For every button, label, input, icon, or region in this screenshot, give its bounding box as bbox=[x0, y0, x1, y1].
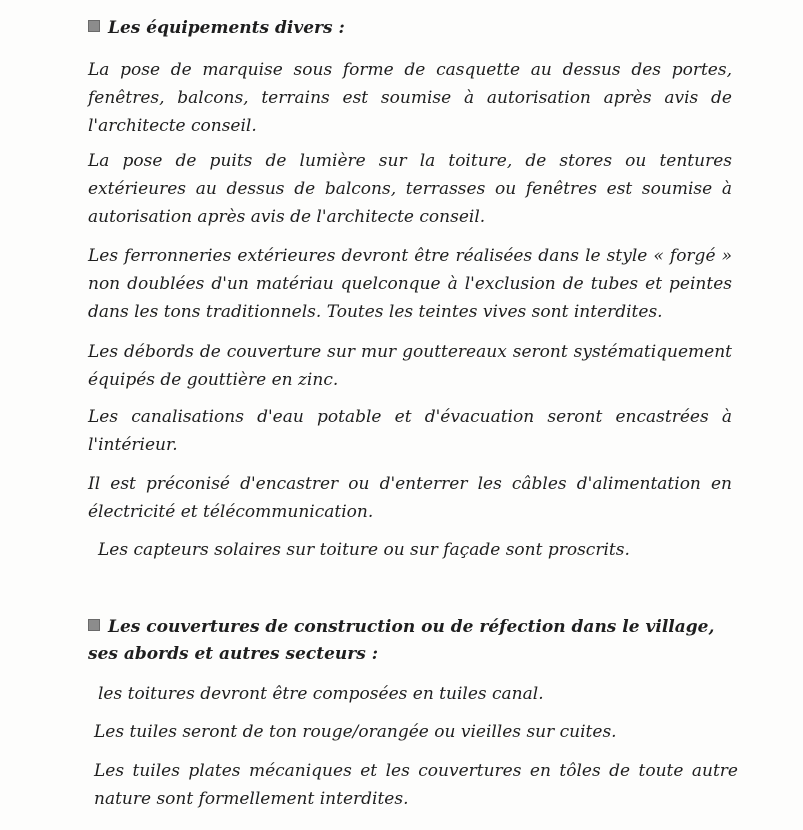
paragraph-tuiles-plates: Les tuiles plates mécaniques et les couvertures en tôles de toute autre nature sont formellement interdites. bbox=[94, 761, 738, 809]
section-heading-equipements bbox=[88, 15, 738, 42]
square-bullet-icon bbox=[88, 619, 100, 631]
paragraph-marquise: La pose de marquise sous forme de casquette au dessus des portes, fenêtres, balcons, terrains est soumise à autorisation après avis de l'architecte conseil. bbox=[88, 60, 732, 136]
section-heading-couvertures bbox=[88, 614, 738, 668]
paragraph-capteurs-solaires: Les capteurs solaires sur toiture ou sur façade sont proscrits. bbox=[98, 540, 630, 560]
paragraph-tuiles-ton: Les tuiles seront de ton rouge/orangée ou vieilles sur cuites. bbox=[94, 722, 617, 742]
paragraph-cables: Il est préconisé d'encastrer ou d'enterrer les câbles d'alimentation en électricité et télécommunication. bbox=[88, 474, 732, 522]
paragraph-canalisations: Les canalisations d'eau potable et d'évacuation seront encastrées à l'intérieur. bbox=[88, 407, 732, 455]
square-bullet-icon bbox=[88, 20, 100, 32]
paragraph-debords: Les débords de couverture sur mur gouttereaux seront systématiquement équipés de gouttière en zinc. bbox=[88, 342, 732, 390]
heading-text: Les couvertures de construction ou de réfection dans le village, ses abords et autres secteurs : bbox=[88, 617, 715, 664]
paragraph-ferronneries: Les ferronneries extérieures devront être réalisées dans le style « forgé » non doublées d'un matériau quelconque à l'exclusion de tubes et peintes dans les tons traditionnels. Toutes les teintes vives sont interdites. bbox=[88, 246, 732, 322]
paragraph-puits-de-lumiere: La pose de puits de lumière sur la toiture, de stores ou tentures extérieures au dessus de balcons, terrasses ou fenêtres est soumise à autorisation après avis de l'architecte conseil. bbox=[88, 151, 732, 227]
paragraph-toitures: les toitures devront être composées en tuiles canal. bbox=[98, 684, 544, 704]
heading-text: Les équipements divers : bbox=[108, 18, 345, 38]
